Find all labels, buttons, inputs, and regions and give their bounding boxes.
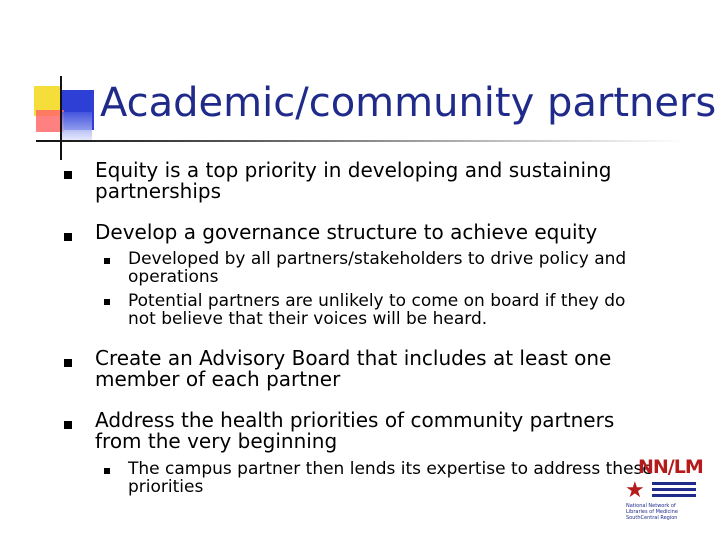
logo-stripe: [652, 488, 696, 491]
bullet-3-line-2: member of each partner: [95, 367, 341, 391]
bullet-1: [95, 160, 655, 202]
bullet-marker: [64, 421, 72, 429]
bullet-marker: [64, 359, 72, 367]
sub-bullet-marker: [104, 258, 110, 264]
logo-stripe: [652, 494, 696, 497]
logo-stripe: [652, 482, 696, 485]
bullet-marker: [64, 171, 72, 179]
star-icon: ★: [625, 478, 645, 503]
bullet-4-line-1: Address the health priorities of community partners: [95, 408, 615, 432]
logo-subtitle-line-3: SouthCentral Region: [626, 515, 678, 521]
logo-name: NN/LM: [638, 456, 703, 478]
bullet-2-sub-1-line-2: operations: [128, 267, 219, 287]
nnlm-logo: [622, 456, 703, 526]
bullet-1-line-1: Equity is a top priority in developing and sustaining: [95, 158, 612, 182]
bullet-2-sub-2: [128, 292, 658, 328]
bullet-3-line-1: Create an Advisory Board that includes at least one: [95, 346, 612, 370]
bullet-3: [95, 348, 655, 390]
bullet-4-sub-1-line-1: The campus partner then lends its expertise to address these: [128, 459, 653, 479]
sub-bullet-marker: [104, 299, 110, 305]
bullet-2-sub-2-line-2: not believe that their voices will be heard.: [128, 309, 488, 329]
bullet-4-sub-1: [128, 460, 658, 496]
bullet-2-sub-1: [128, 250, 658, 286]
decor-vertical-line: [60, 76, 62, 160]
bullet-1-line-2: partnerships: [95, 179, 221, 203]
sub-bullet-marker: [104, 468, 110, 474]
bullet-4-line-2: from the very beginning: [95, 429, 338, 453]
decor-blue-fade-square: [62, 112, 92, 142]
logo-subtitle-line-1: National Network of: [626, 503, 676, 509]
bullet-4: [95, 410, 655, 452]
bullet-marker: [64, 233, 72, 241]
bullet-2-sub-2-line-1: Potential partners are unlikely to come on board if they do: [128, 291, 626, 311]
slide-title: Academic/community partners: [100, 80, 717, 126]
title-underline: [36, 140, 686, 142]
bullet-4-sub-1-line-2: priorities: [128, 477, 204, 497]
bullet-2: [95, 222, 655, 243]
logo-subtitle-line-2: Libraries of Medicine: [626, 509, 678, 515]
bullet-2-line-1: Develop a governance structure to achieve equity: [95, 220, 598, 244]
bullet-2-sub-1-line-1: Developed by all partners/stakeholders to drive policy and: [128, 249, 627, 269]
